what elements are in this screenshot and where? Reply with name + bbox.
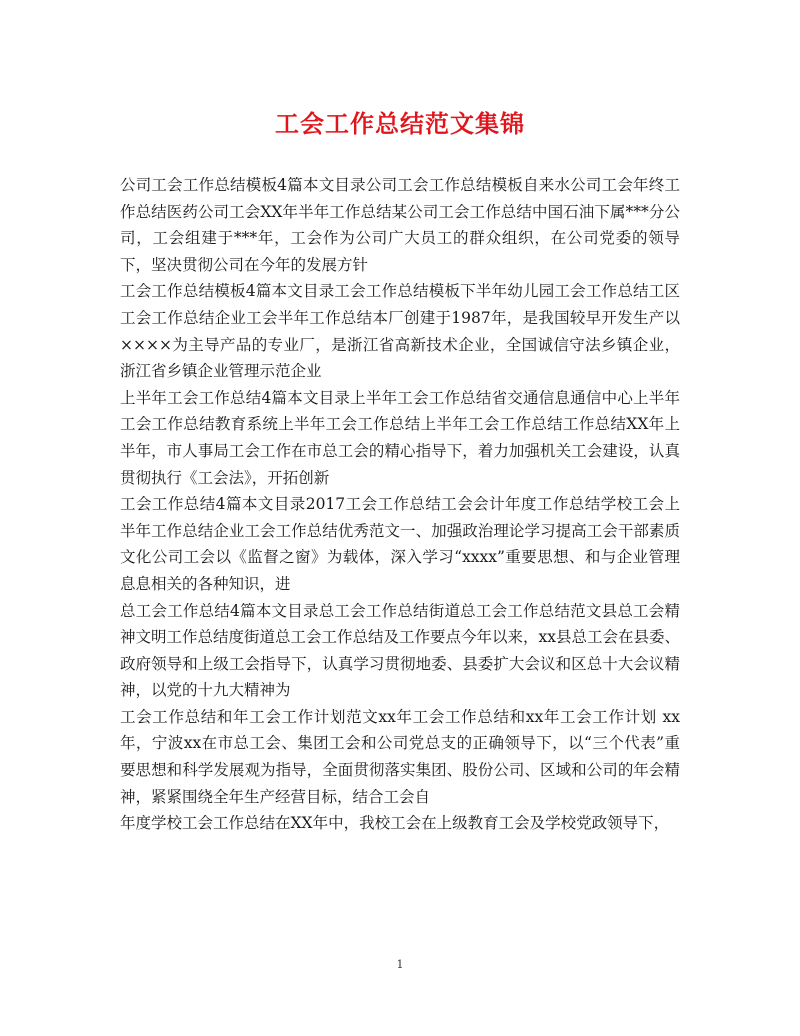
- paragraph-1: 公司工会工作总结模板4篇本文目录公司工会工作总结模板自来水公司工会年终工作总结医药公司工会XX年半年工作总结某公司工会工作总结中国石油下属***分公司，工会组建于***年，工会作为公司广大员工的群众组织，在公司党委的领导下，坚决贯彻公司在今年的发展方针: [120, 176, 680, 274]
- document-body: [120, 172, 680, 837]
- paragraph-5: 总工会工作总结4篇本文目录总工会工作总结街道总工会工作总结范文县总工会精神文明工作总结度街道总工会工作总结及工作要点今年以来，xx县总工会在县委、政府领导和上级工会指导下，认真学习贯彻地委、县委扩大会议和区总十大会议精神，以党的十九大精神为: [120, 601, 680, 700]
- page-number: 1: [396, 958, 404, 971]
- paragraph-3: 上半年工会工作总结4篇本文目录上半年工会工作总结省交通信息通信中心上半年工会工作总结教育系统上半年工会工作总结上半年工会工作总结工作总结XX年上半年，市人事局工会工作在市总工会的精心指导下，着力加强机关工会建设，认真贯彻执行《工会法》，开拓创新: [120, 388, 680, 487]
- paragraph-2: 工会工作总结模板4篇本文目录工会工作总结模板下半年幼儿园工会工作总结工区工会工作总结企业工会半年工作总结本厂创建于1987年，是我国较早开发生产以××××为主导产品的专业厂，是浙江省高新技术企业，全国诚信守法乡镇企业，浙江省乡镇企业管理示范企业: [120, 282, 680, 381]
- paragraph-6: 工会工作总结和年工会工作计划范文xx年工会工作总结和xx年工会工作计划 xx年，宁波xx在市总工会、集团工会和公司党总支的正确领导下，以“三个代表”重要思想和科学发展观为指导，全面贯彻落实集团、股份公司、区域和公司的年会精神，紧紧围绕全年生产经营目标，结合工会自: [120, 707, 680, 806]
- document-title: 工会工作总结范文集锦: [275, 109, 525, 138]
- paragraph-7: 年度学校工会工作总结在XX年中，我校工会在上级教育工会及学校党政领导下，: [120, 814, 670, 833]
- paragraph-4: 工会工作总结4篇本文目录2017工会工作总结工会会计年度工作总结学校工会上半年工作总结企业工会工作总结优秀范文一、加强政治理论学习提高工会干部素质文化公司工会以《监督之窗》为载体，深入学习“xxxx”重要思想、和与企业管理息息相关的各种知识，进: [120, 495, 680, 593]
